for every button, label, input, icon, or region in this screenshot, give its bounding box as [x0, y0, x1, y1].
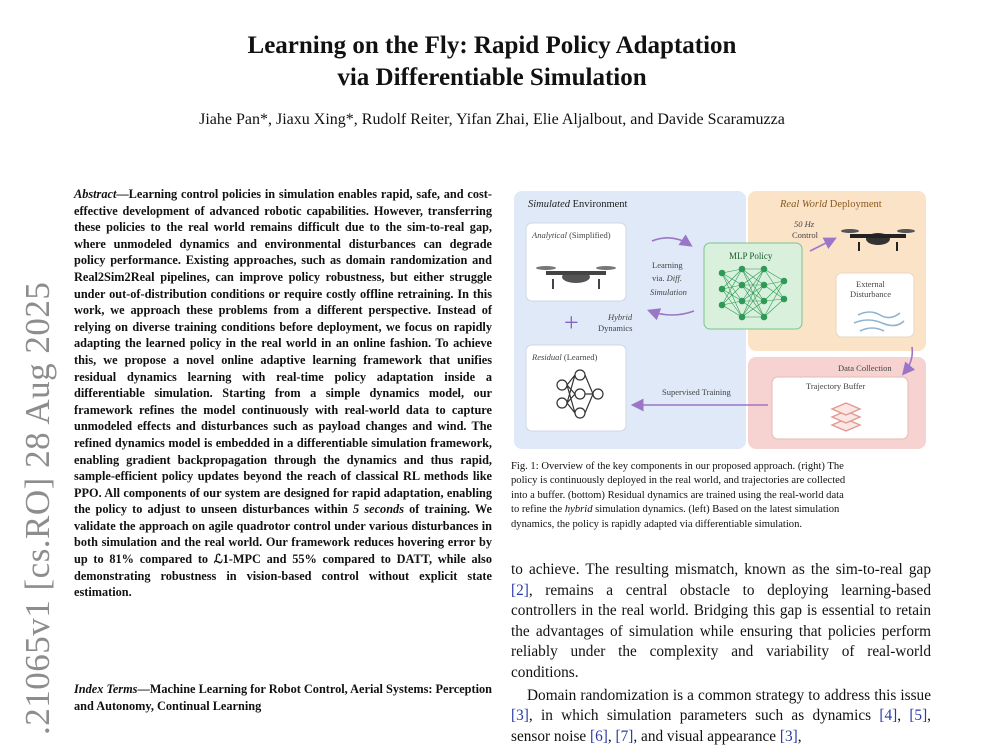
- citation-link[interactable]: [5]: [909, 707, 928, 725]
- body-paragraph-1: to achieve. The resulting mismatch, known as the sim-to-real gap [2], remains a central obstacle to deploying learning-based controllers in the real world. Bridging this gap is essential to retain the advantages of simulation while ensuring that policies perform reliably under the complexity and variability of real-world conditions.: [511, 561, 931, 681]
- hybrid-label: Hybrid: [608, 312, 633, 322]
- paper-title: [0, 30, 984, 94]
- title-line-2: via Differentiable Simulation: [337, 64, 647, 91]
- real-world-title: Real World Deployment: [780, 199, 882, 210]
- figure-caption: [511, 460, 931, 532]
- dynamics-label: Dynamics: [598, 323, 633, 333]
- external-label-2: Disturbance: [850, 289, 892, 299]
- index-terms: [74, 681, 492, 714]
- body-paragraph-2: Domain randomization is a common strategy to address this issue [3], in which simulation parameters such as dynamics [4], [5], sensor noise [6], [7], and visual appearance [3],: [511, 686, 931, 745]
- citation-link[interactable]: [7]: [615, 727, 634, 745]
- learning-label-1: Learning: [652, 260, 683, 270]
- supervised-training-label: Supervised Training: [662, 387, 731, 397]
- data-collection-label: Data Collection: [838, 363, 892, 373]
- plus-icon: +: [564, 308, 579, 337]
- learning-label-3: Simulation: [650, 287, 687, 297]
- control-label-2: Control: [792, 230, 818, 240]
- analytical-label: Analytical (Simplified): [532, 230, 611, 240]
- citation-link[interactable]: [6]: [590, 727, 608, 745]
- citation-link[interactable]: [3]: [779, 727, 798, 745]
- learning-label-2: via. Diff.: [652, 273, 682, 283]
- stack-icon: [832, 403, 860, 431]
- residual-label: Residual (Learned): [532, 352, 598, 362]
- author-list: Jiahe Pan*, Jiaxu Xing*, Rudolf Reiter, Yifan Zhai, Elie Aljalbout, and Davide Scaramuzza: [199, 111, 785, 128]
- trajectory-buffer-label: Trajectory Buffer: [806, 381, 866, 391]
- mlp-policy-label: MLP Policy: [729, 251, 773, 261]
- abstract-italic: 5 seconds: [353, 502, 404, 517]
- body-text: [511, 560, 931, 747]
- citation-link[interactable]: [2]: [511, 581, 529, 599]
- abstract-text-1: —Learning control policies in simulation enables rapid, safe, and cost-effective development of advanced robotic capabilities. However, transferring these policies to the real world remains difficult due to the sim-to-real gap, where unmodeled dynamics and environmental disturbances can degrade policy performance. Existing approaches, such as domain randomization and Real2Sim2Real pipelines, can improve policy robustness, but either struggle under out-of-distribution conditions or require costly offline retraining. In this work, we approach these problems from a different perspective. Instead of relying on diverse training conditions before deployment, we focus on rapidly adapting the learned policy in the real world in an online fashion. To achieve this, we propose a novel online adaptive learning framework that unifies residual dynamics learning with real-time policy adaptation inside a differentiable simulation. Starting from a simple dynamics model, our framework refines the model continuously with real-world data to capture unmodeled effects and disturbances such as payload changes and wind. The refined dynamics model is embedded in a differentiable simulation framework, enabling gradient backpropagation through the dynamics and thus rapid, sample-efficient policy updates beyond the reach of classical RL methods like PPO. All components of our system are designed for rapid adaptation, enabling the policy to adjust to unseen disturbances within: [74, 187, 492, 517]
- caption-line-1: Fig. 1: Overview of the key components in our proposed approach. (right) The: [511, 461, 844, 472]
- title-line-1: Learning on the Fly: Rapid Policy Adaptation: [247, 32, 737, 59]
- abstract-text-2: of training. We validate the approach on agile quadrotor control under various disturbances in both simulation and the real world. Our framework reduces hovering error by up to 81% compared to ℒ1-MPC and 55% compared to DATT, while also demonstrating robustness in vision-based control without explicit state estimation.: [74, 502, 492, 600]
- caption-line-4: to refine the hybrid simulation dynamics. (left) Based on the latest simulation: [511, 504, 840, 516]
- index-terms-label: Index Terms: [74, 682, 138, 696]
- citation-link[interactable]: [4]: [879, 707, 898, 725]
- abstract: [74, 186, 492, 601]
- caption-line-2: policy is continuously deployed in the real world, and trajectories are collected: [511, 475, 846, 487]
- caption-line-5: dynamics, the policy is rapidly adapted via differentiable simulation.: [511, 518, 803, 530]
- abstract-label: Abstract: [74, 187, 117, 201]
- external-label-1: External: [856, 279, 885, 289]
- sim-env-title: Simulated Environment: [528, 199, 628, 210]
- caption-line-3: into a buffer. (bottom) Residual dynamics are trained using the real-world data: [511, 489, 844, 501]
- control-label-1: 50 Hz: [794, 219, 815, 229]
- overview-figure: [512, 189, 928, 451]
- arxiv-stamp: .21065v1 [cs.RO] 28 Aug 2025: [18, 281, 57, 735]
- overview-diagram: [512, 189, 928, 451]
- index-terms-text: —Machine Learning for Robot Control, Aerial Systems: Perception and Autonomy, Continual Learning: [74, 682, 492, 713]
- citation-link[interactable]: [3]: [511, 707, 529, 725]
